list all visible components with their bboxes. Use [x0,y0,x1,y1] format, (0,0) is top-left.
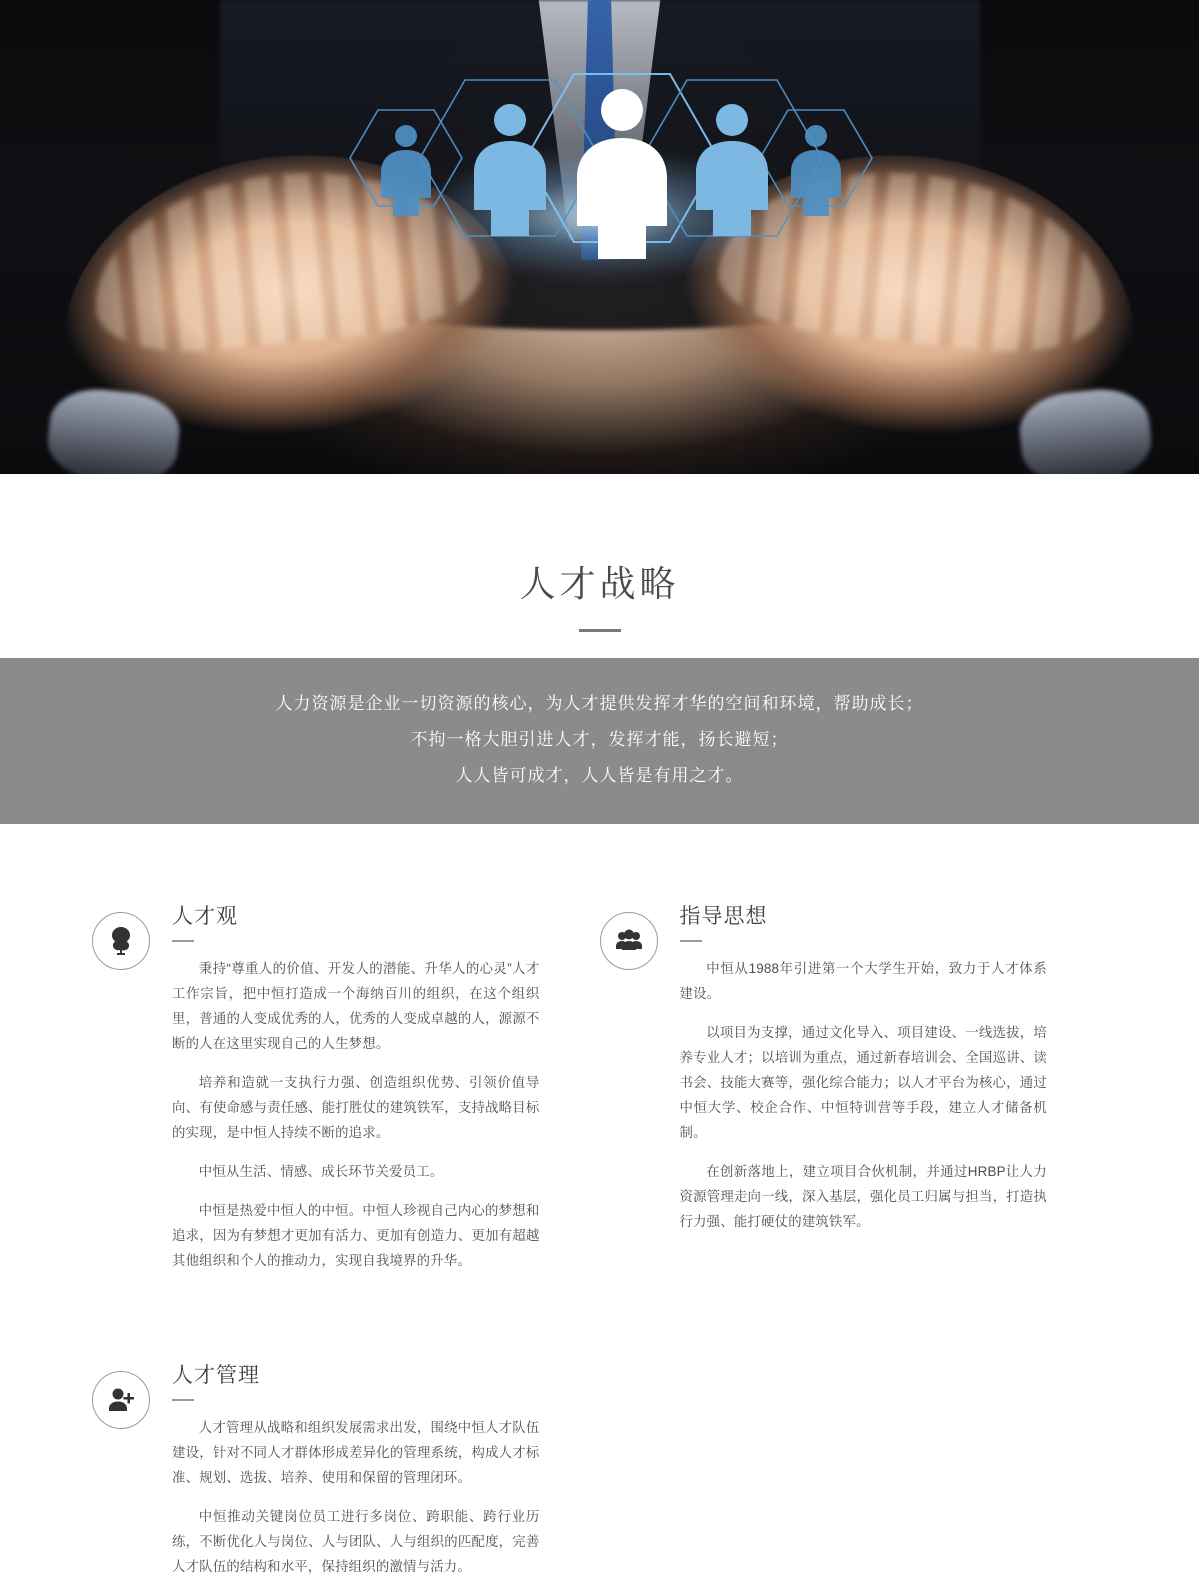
talent-management-title: 人才管理 [172,1364,260,1387]
guiding-ideology-underline [680,940,702,942]
talent-view-paragraph-3: 中恒从生活、情感、成长环节关爱员工。 [198,1164,444,1179]
section-placeholder-empty [600,1359,1108,1579]
talent-view-body [172,900,540,1273]
hero-banner-image [0,0,1199,474]
hexagon-people-graphic [290,48,910,268]
title-underline [579,629,621,632]
page-title-block [0,474,1199,658]
guiding-ideology-paragraph-3: 在创新落地上，建立项目合伙机制，并通过HRBP让人力资源管理走向一线，深入基层，强化员工归属与担当，打造执行力强、能打硬仗的建筑铁军。 [679,1164,1047,1229]
talent-view-paragraph-2: 培养和造就一支执行力强、创造组织优势、引领价值导向、有使命感与责任感、能打胜仗的建筑铁军，支持战略目标的实现，是中恒人持续不断的追求。 [172,1075,540,1140]
section-talent-management [92,1359,600,1579]
slogan-banner [0,658,1199,824]
person-medium-left [474,104,546,236]
talent-view-paragraph-4: 中恒是热爱中恒人的中恒。中恒人珍视自己内心的梦想和追求，因为有梦想才更加有活力、更加有创造力、更加有超越其他组织和个人的推动力，实现自我境界的升华。 [172,1203,540,1268]
person-small-right [791,125,841,216]
section-guiding-ideology [600,900,1108,1273]
slogan-line-1: 人力资源是企业一切资源的核心，为人才提供发挥才华的空间和环境，帮助成长； [275,694,924,713]
guiding-ideology-title: 指导思想 [679,905,768,928]
talent-view-paragraph-1: 秉持“尊重人的价值、开发人的潜能、升华人的心灵”人才工作宗旨，把中恒打造成一个海纳百川的组织，在这个组织里，普通的人变成优秀的人，优秀的人变成卓越的人，源源不断的人在这里实现自己的人生梦想。 [172,961,540,1051]
talent-view-title: 人才观 [172,905,238,928]
slogan-line-2: 不拘一格大胆引进人才，发挥才能，扬长避短； [410,730,789,749]
people-group-icon [600,912,658,970]
user-add-icon [92,1371,150,1429]
page-title: 人才战略 [519,563,680,604]
slogan-line-3: 人人皆可成才，人人皆是有用之才。 [455,766,744,785]
guiding-ideology-body [680,900,1048,1234]
person-medium-right [696,104,768,236]
person-large-center [577,89,667,259]
person-small-left [381,125,431,216]
tree-icon [92,912,150,970]
section-talent-view [92,900,600,1273]
right-shirt-cuff [1016,385,1155,474]
content-sections [0,824,1199,1579]
talent-view-underline [172,940,194,942]
guiding-ideology-paragraph-2: 以项目为支撑，通过文化导入、项目建设、一线选拔，培养专业人才；以培训为重点，通过新春培训会、全国巡讲、读书会、技能大赛等，强化综合能力；以人才平台为核心，通过中恒大学、校企合作、中恒特训营等手段，建立人才储备机制。 [679,1025,1047,1140]
left-shirt-cuff [44,385,183,474]
guiding-ideology-paragraph-1: 中恒从1988年引进第一个大学生开始，致力于人才体系建设。 [679,961,1047,1001]
talent-management-paragraph-2: 中恒推动关键岗位员工进行多岗位、跨职能、跨行业历练，不断优化人与岗位、人与团队、人与组织的匹配度，完善人才队伍的结构和水平，保持组织的激情与活力。 [172,1509,540,1574]
talent-management-body [172,1359,540,1579]
talent-management-underline [172,1399,194,1401]
talent-management-paragraph-1: 人才管理从战略和组织发展需求出发，围绕中恒人才队伍建设，针对不同人才群体形成差异化的管理系统，构成人才标准、规划、选拔、培养、使用和保留的管理闭环。 [172,1420,540,1485]
